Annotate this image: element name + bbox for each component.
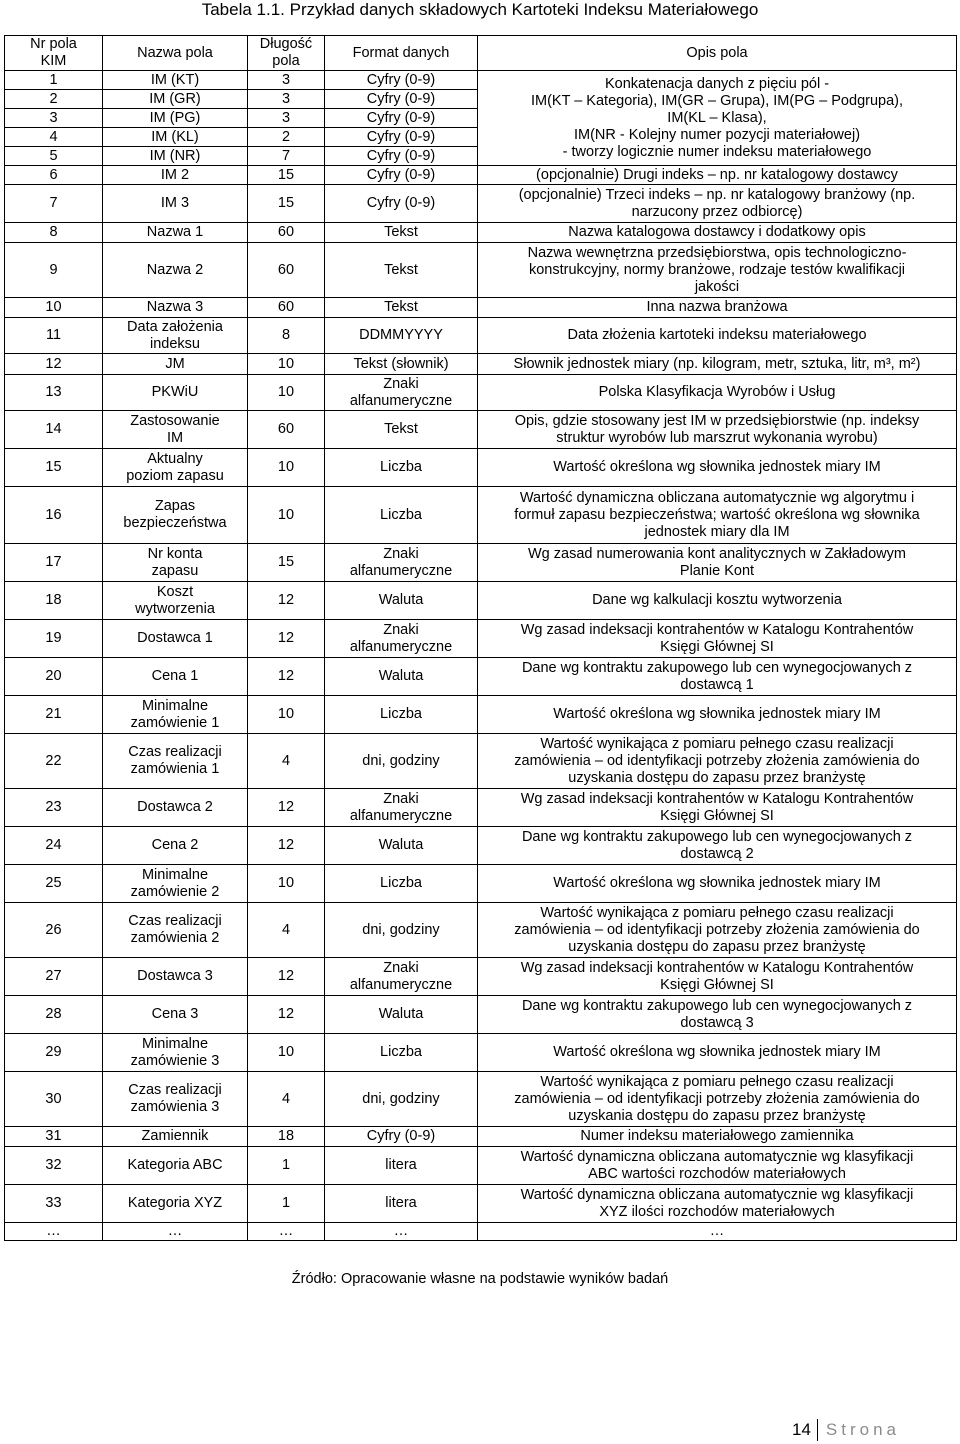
cell-nr: 2 <box>5 90 103 109</box>
cell-nr: 33 <box>5 1185 103 1223</box>
cell-format: Waluta <box>325 827 478 865</box>
cell-format: Tekst <box>325 243 478 298</box>
cell-dlugosc: 10 <box>248 449 325 487</box>
cell-nazwa: Dostawca 3 <box>103 958 248 996</box>
table-row <box>5 243 957 298</box>
cell-nazwa: … <box>103 1223 248 1241</box>
cell-nazwa: Minimalne zamówienie 1 <box>103 696 248 734</box>
cell-dlugosc: 60 <box>248 298 325 318</box>
cell-format: Cyfry (0-9) <box>325 128 478 147</box>
cell-nazwa: Czas realizacji zamówienia 2 <box>103 903 248 958</box>
cell-nazwa: IM 3 <box>103 185 248 223</box>
page-number: 14 <box>792 1420 811 1439</box>
cell-nr: 24 <box>5 827 103 865</box>
cell-opis: Opis, gdzie stosowany jest IM w przedsiębiorstwie (np. indeksy struktur wyrobów lub marszrut wykonania wyrobu) <box>478 411 957 449</box>
cell-format: Tekst <box>325 411 478 449</box>
cell-nazwa: Cena 2 <box>103 827 248 865</box>
cell-dlugosc: 10 <box>248 375 325 411</box>
cell-nazwa: Data założenia indeksu <box>103 318 248 354</box>
cell-dlugosc: 12 <box>248 582 325 620</box>
cell-opis: Data złożenia kartoteki indeksu materiałowego <box>478 318 957 354</box>
cell-format: Cyfry (0-9) <box>325 147 478 166</box>
table-row <box>5 185 957 223</box>
cell-nazwa: Aktualny poziom zapasu <box>103 449 248 487</box>
cell-nazwa: Czas realizacji zamówienia 3 <box>103 1072 248 1127</box>
table-row <box>5 544 957 582</box>
cell-format: Liczba <box>325 865 478 903</box>
cell-nazwa: Nazwa 1 <box>103 223 248 243</box>
cell-format: Tekst <box>325 298 478 318</box>
cell-nr: 18 <box>5 582 103 620</box>
cell-nazwa: Zamiennik <box>103 1127 248 1147</box>
cell-opis: Wg zasad indeksacji kontrahentów w Katalogu Kontrahentów Księgi Głównej SI <box>478 620 957 658</box>
cell-format: Liczba <box>325 449 478 487</box>
cell-dlugosc: 60 <box>248 411 325 449</box>
cell-format: Znaki alfanumeryczne <box>325 958 478 996</box>
header-format-danych: Format danych <box>325 36 478 71</box>
cell-format: DDMMYYYY <box>325 318 478 354</box>
cell-nr: 23 <box>5 789 103 827</box>
header-row <box>5 36 957 71</box>
cell-dlugosc: 60 <box>248 223 325 243</box>
cell-dlugosc: 12 <box>248 620 325 658</box>
cell-format: Znaki alfanumeryczne <box>325 375 478 411</box>
cell-opis: Wartość wynikająca z pomiaru pełnego czasu realizacji zamówienia – od identyfikacji potrzeby złożenia zamówienia do uzyskania dostępu do zapasu przez branżystę <box>478 903 957 958</box>
cell-opis: Nazwa katalogowa dostawcy i dodatkowy opis <box>478 223 957 243</box>
cell-dlugosc: 3 <box>248 71 325 90</box>
cell-nr: 15 <box>5 449 103 487</box>
table-row <box>5 734 957 789</box>
table-row <box>5 903 957 958</box>
cell-dlugosc: 15 <box>248 185 325 223</box>
cell-opis-merged: Konkatenacja danych z pięciu pól - IM(KT – Kategoria), IM(GR – Grupa), IM(PG – Podgrupa), IM(KL – Klasa), IM(NR - Kolejny numer pozycji materiałowej) - tworzy logicznie numer indeksu materiałowego <box>478 71 957 166</box>
cell-format: dni, godziny <box>325 1072 478 1127</box>
table-row <box>5 1034 957 1072</box>
cell-opis: Wartość określona wg słownika jednostek miary IM <box>478 449 957 487</box>
cell-nr: 6 <box>5 166 103 185</box>
cell-nr: 21 <box>5 696 103 734</box>
cell-opis: Inna nazwa branżowa <box>478 298 957 318</box>
cell-nazwa: Cena 1 <box>103 658 248 696</box>
cell-format: litera <box>325 1185 478 1223</box>
table-row <box>5 449 957 487</box>
cell-opis: Wartość dynamiczna obliczana automatycznie wg klasyfikacji ABC wartości rozchodów materiałowych <box>478 1147 957 1185</box>
cell-opis: Dane wg kontraktu zakupowego lub cen wynegocjowanych z dostawcą 2 <box>478 827 957 865</box>
cell-dlugosc: 4 <box>248 1072 325 1127</box>
cell-format: Liczba <box>325 696 478 734</box>
cell-format: Waluta <box>325 658 478 696</box>
table-row <box>5 620 957 658</box>
cell-nazwa: IM 2 <box>103 166 248 185</box>
cell-nr: 26 <box>5 903 103 958</box>
table-row <box>5 827 957 865</box>
cell-format: Cyfry (0-9) <box>325 1127 478 1147</box>
cell-dlugosc: 1 <box>248 1147 325 1185</box>
cell-dlugosc: 60 <box>248 243 325 298</box>
header-dlugosc-pola: Długość pola <box>248 36 325 71</box>
cell-nazwa: Nazwa 3 <box>103 298 248 318</box>
cell-nr: 20 <box>5 658 103 696</box>
cell-opis: Wg zasad indeksacji kontrahentów w Katalogu Kontrahentów Księgi Głównej SI <box>478 958 957 996</box>
cell-nr: 14 <box>5 411 103 449</box>
table-row <box>5 958 957 996</box>
cell-dlugosc: 12 <box>248 789 325 827</box>
cell-format: dni, godziny <box>325 903 478 958</box>
cell-dlugosc: 12 <box>248 996 325 1034</box>
table-row <box>5 1147 957 1185</box>
table-row <box>5 318 957 354</box>
cell-nazwa: Dostawca 1 <box>103 620 248 658</box>
cell-opis: (opcjonalnie) Trzeci indeks – np. nr katalogowy branżowy (np. narzucony przez odbiorcę) <box>478 185 957 223</box>
cell-opis: Dane wg kalkulacji kosztu wytworzenia <box>478 582 957 620</box>
cell-nr: 7 <box>5 185 103 223</box>
cell-dlugosc: 10 <box>248 354 325 375</box>
cell-nr: 19 <box>5 620 103 658</box>
cell-dlugosc: 4 <box>248 734 325 789</box>
source-note: Źródło: Opracowanie własne na podstawie wyników badań <box>291 1271 669 1287</box>
header-nazwa-pola: Nazwa pola <box>103 36 248 71</box>
cell-opis: Numer indeksu materiałowego zamiennika <box>478 1127 957 1147</box>
cell-opis: Wg zasad indeksacji kontrahentów w Katalogu Kontrahentów Księgi Głównej SI <box>478 789 957 827</box>
cell-format: Waluta <box>325 996 478 1034</box>
cell-format: Cyfry (0-9) <box>325 166 478 185</box>
cell-nazwa: Koszt wytworzenia <box>103 582 248 620</box>
table-row <box>5 166 957 185</box>
table-row <box>5 298 957 318</box>
cell-nazwa: IM (KT) <box>103 71 248 90</box>
table-row <box>5 658 957 696</box>
cell-format: dni, godziny <box>325 734 478 789</box>
cell-dlugosc: 10 <box>248 1034 325 1072</box>
cell-dlugosc: 10 <box>248 865 325 903</box>
cell-dlugosc: 12 <box>248 658 325 696</box>
cell-dlugosc: 8 <box>248 318 325 354</box>
cell-nr: 16 <box>5 487 103 544</box>
cell-nazwa: Nazwa 2 <box>103 243 248 298</box>
cell-nazwa: Nr konta zapasu <box>103 544 248 582</box>
cell-opis: Wartość dynamiczna obliczana automatycznie wg klasyfikacji XYZ ilości rozchodów materiałowych <box>478 1185 957 1223</box>
table-title: Tabela 1.1. Przykład danych składowych Kartoteki Indeksu Materiałowego <box>201 0 759 19</box>
cell-nr: 31 <box>5 1127 103 1147</box>
table-row <box>5 223 957 243</box>
cell-format: Liczba <box>325 1034 478 1072</box>
cell-opis: Wartość określona wg słownika jednostek miary IM <box>478 696 957 734</box>
cell-nazwa: Kategoria XYZ <box>103 1185 248 1223</box>
cell-dlugosc: 7 <box>248 147 325 166</box>
cell-dlugosc: 3 <box>248 109 325 128</box>
cell-nazwa: IM (GR) <box>103 90 248 109</box>
cell-dlugosc: 15 <box>248 166 325 185</box>
cell-dlugosc: … <box>248 1223 325 1241</box>
cell-format: Znaki alfanumeryczne <box>325 789 478 827</box>
cell-nr: 5 <box>5 147 103 166</box>
cell-opis: Nazwa wewnętrzna przedsiębiorstwa, opis technologiczno- konstrukcyjny, normy branżowe, rodzaje testów kwalifikacji jakości <box>478 243 957 298</box>
table-row <box>5 996 957 1034</box>
cell-nr: 27 <box>5 958 103 996</box>
cell-dlugosc: 12 <box>248 827 325 865</box>
cell-opis: Słownik jednostek miary (np. kilogram, metr, sztuka, litr, m³, m²) <box>478 354 957 375</box>
cell-nr: 3 <box>5 109 103 128</box>
cell-format: litera <box>325 1147 478 1185</box>
table-body <box>5 71 957 1241</box>
cell-format: Tekst <box>325 223 478 243</box>
page-word: Strona <box>825 1420 901 1439</box>
cell-dlugosc: 3 <box>248 90 325 109</box>
table-row <box>5 865 957 903</box>
table-row <box>5 582 957 620</box>
cell-format: Waluta <box>325 582 478 620</box>
footer-divider <box>817 1419 818 1441</box>
cell-opis: Wg zasad numerowania kont analitycznych w Zakładowym Planie Kont <box>478 544 957 582</box>
cell-nr: 25 <box>5 865 103 903</box>
cell-nr: 4 <box>5 128 103 147</box>
cell-nazwa: Cena 3 <box>103 996 248 1034</box>
table-row <box>5 1072 957 1127</box>
cell-opis: Wartość określona wg słownika jednostek miary IM <box>478 865 957 903</box>
cell-nr: 28 <box>5 996 103 1034</box>
cell-nr: 29 <box>5 1034 103 1072</box>
cell-dlugosc: 18 <box>248 1127 325 1147</box>
cell-nazwa: Minimalne zamówienie 2 <box>103 865 248 903</box>
cell-dlugosc: 2 <box>248 128 325 147</box>
cell-nr: 10 <box>5 298 103 318</box>
cell-nazwa: Czas realizacji zamówienia 1 <box>103 734 248 789</box>
cell-nr: … <box>5 1223 103 1241</box>
cell-format: Liczba <box>325 487 478 544</box>
cell-format: Cyfry (0-9) <box>325 71 478 90</box>
cell-opis: Dane wg kontraktu zakupowego lub cen wynegocjowanych z dostawcą 3 <box>478 996 957 1034</box>
table-row <box>5 411 957 449</box>
cell-nr: 22 <box>5 734 103 789</box>
header-nr-pola: Nr pola KIM <box>5 36 103 71</box>
table-row <box>5 696 957 734</box>
cell-nazwa: JM <box>103 354 248 375</box>
cell-opis: Wartość wynikająca z pomiaru pełnego czasu realizacji zamówienia – od identyfikacji potrzeby złożenia zamówienia do uzyskania dostępu do zapasu przez branżystę <box>478 734 957 789</box>
table-row <box>5 71 957 90</box>
cell-format: Cyfry (0-9) <box>325 90 478 109</box>
cell-format: Cyfry (0-9) <box>325 185 478 223</box>
cell-opis: Polska Klasyfikacja Wyrobów i Usług <box>478 375 957 411</box>
cell-opis: Wartość dynamiczna obliczana automatycznie wg algorytmu i formuł zapasu bezpieczeństwa; wartość określona wg słownika jednostek miary dla IM <box>478 487 957 544</box>
cell-opis: Dane wg kontraktu zakupowego lub cen wynegocjowanych z dostawcą 1 <box>478 658 957 696</box>
cell-nazwa: Zapas bezpieczeństwa <box>103 487 248 544</box>
cell-nazwa: Zastosowanie IM <box>103 411 248 449</box>
cell-nr: 1 <box>5 71 103 90</box>
table-row <box>5 375 957 411</box>
cell-opis: Wartość wynikająca z pomiaru pełnego czasu realizacji zamówienia – od identyfikacji potrzeby złożenia zamówienia do uzyskania dostępu do zapasu przez branżystę <box>478 1072 957 1127</box>
cell-dlugosc: 10 <box>248 696 325 734</box>
cell-dlugosc: 12 <box>248 958 325 996</box>
cell-dlugosc: 4 <box>248 903 325 958</box>
cell-opis: (opcjonalnie) Drugi indeks – np. nr katalogowy dostawcy <box>478 166 957 185</box>
header-opis-pola: Opis pola <box>478 36 957 71</box>
table-row <box>5 1223 957 1241</box>
cell-opis: … <box>478 1223 957 1241</box>
cell-format: Tekst (słownik) <box>325 354 478 375</box>
table-row <box>5 487 957 544</box>
table-row <box>5 1127 957 1147</box>
cell-dlugosc: 15 <box>248 544 325 582</box>
cell-format: … <box>325 1223 478 1241</box>
cell-nr: 9 <box>5 243 103 298</box>
cell-nr: 13 <box>5 375 103 411</box>
cell-format: Cyfry (0-9) <box>325 109 478 128</box>
cell-nazwa: IM (KL) <box>103 128 248 147</box>
cell-format: Znaki alfanumeryczne <box>325 620 478 658</box>
cell-nazwa: Kategoria ABC <box>103 1147 248 1185</box>
cell-nr: 8 <box>5 223 103 243</box>
page-footer <box>792 1419 900 1441</box>
table-row <box>5 1185 957 1223</box>
kim-table <box>4 35 957 1241</box>
cell-format: Znaki alfanumeryczne <box>325 544 478 582</box>
cell-nazwa: Minimalne zamówienie 3 <box>103 1034 248 1072</box>
cell-nazwa: Dostawca 2 <box>103 789 248 827</box>
cell-nr: 32 <box>5 1147 103 1185</box>
cell-nazwa: IM (PG) <box>103 109 248 128</box>
cell-nazwa: PKWiU <box>103 375 248 411</box>
cell-dlugosc: 10 <box>248 487 325 544</box>
table-row <box>5 789 957 827</box>
cell-opis: Wartość określona wg słownika jednostek miary IM <box>478 1034 957 1072</box>
cell-nr: 11 <box>5 318 103 354</box>
cell-nr: 30 <box>5 1072 103 1127</box>
cell-nr: 17 <box>5 544 103 582</box>
cell-nazwa: IM (NR) <box>103 147 248 166</box>
cell-nr: 12 <box>5 354 103 375</box>
table-row <box>5 354 957 375</box>
cell-dlugosc: 1 <box>248 1185 325 1223</box>
